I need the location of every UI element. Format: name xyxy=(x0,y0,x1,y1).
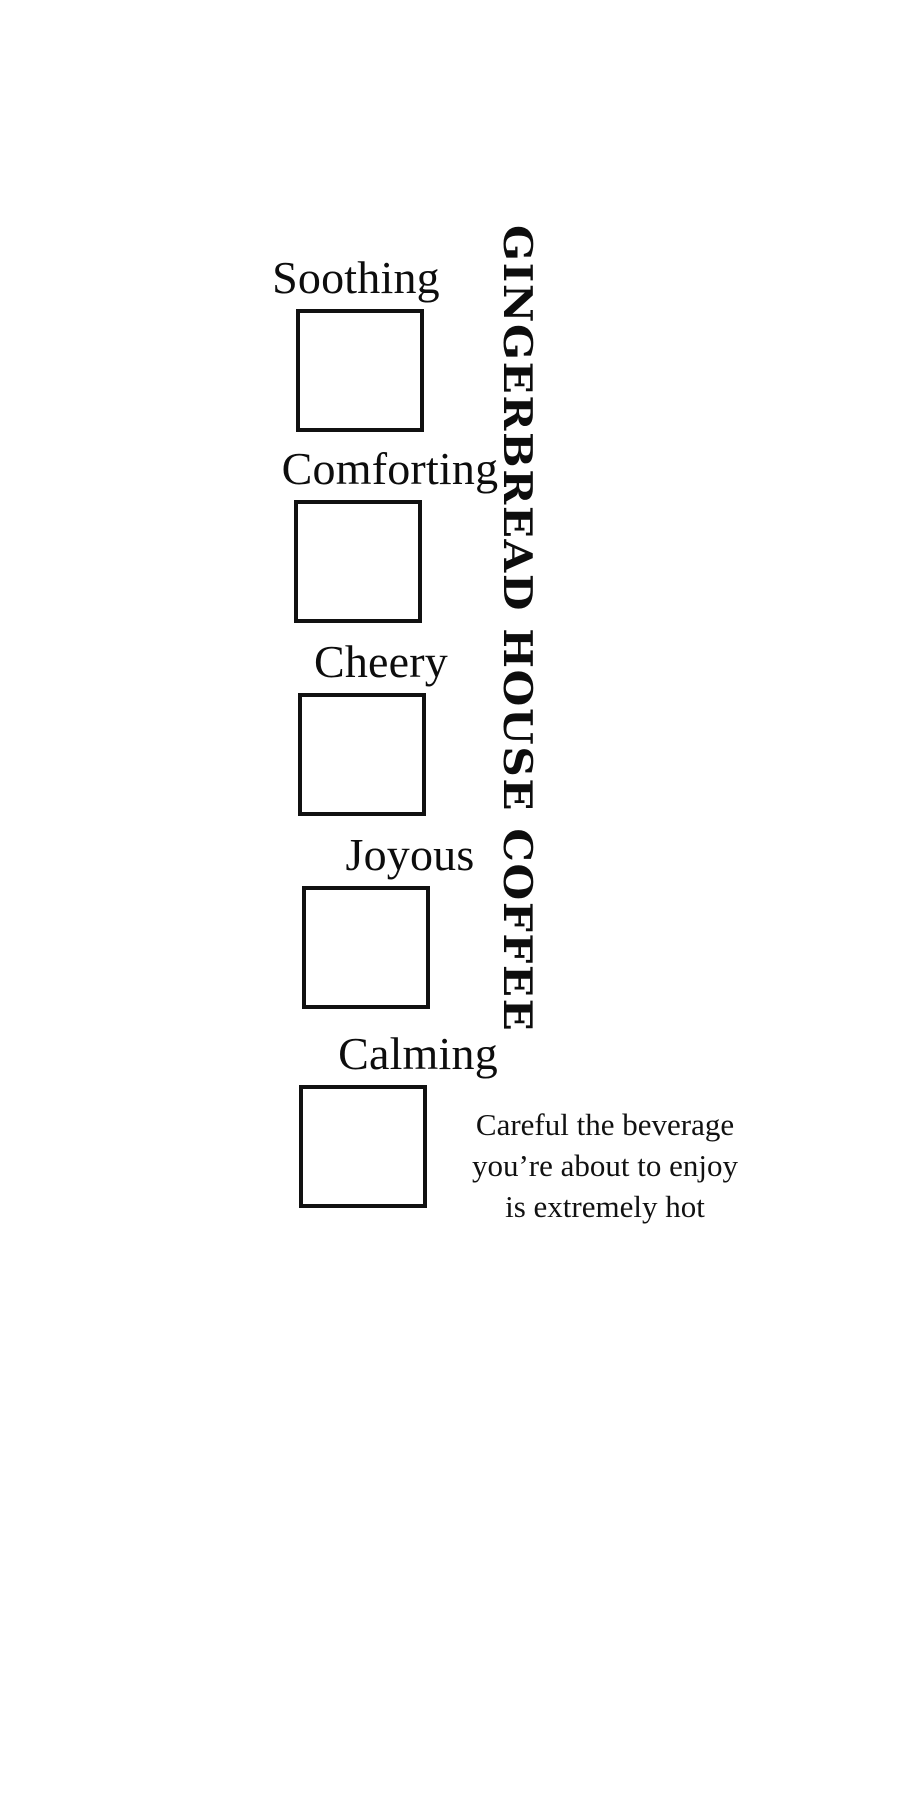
checklist-checkbox-joyous[interactable] xyxy=(302,886,430,1009)
brand-title: GINGERBREAD HOUSE COFFEE xyxy=(494,225,540,1033)
checklist-checkbox-soothing[interactable] xyxy=(296,309,424,432)
mood-checklist xyxy=(190,252,520,1208)
checklist-item-label: Soothing xyxy=(272,252,440,303)
checklist-item-label: Comforting xyxy=(281,443,499,494)
checklist-item[interactable] xyxy=(190,829,520,1009)
hot-beverage-warning: Careful the beverage you’re about to enjoy is extremely hot xyxy=(471,1107,738,1224)
checklist-checkbox-cheery[interactable] xyxy=(298,693,426,816)
checklist-item[interactable] xyxy=(190,636,520,816)
checklist-checkbox-comforting[interactable] xyxy=(294,500,422,623)
checklist-item[interactable] xyxy=(190,252,520,432)
checklist-item-label: Joyous xyxy=(345,829,475,880)
checklist-item-label: Calming xyxy=(338,1028,498,1079)
checklist-item[interactable] xyxy=(190,443,520,623)
checklist-item-label: Cheery xyxy=(313,636,449,687)
checklist-checkbox-calming[interactable] xyxy=(299,1085,427,1208)
